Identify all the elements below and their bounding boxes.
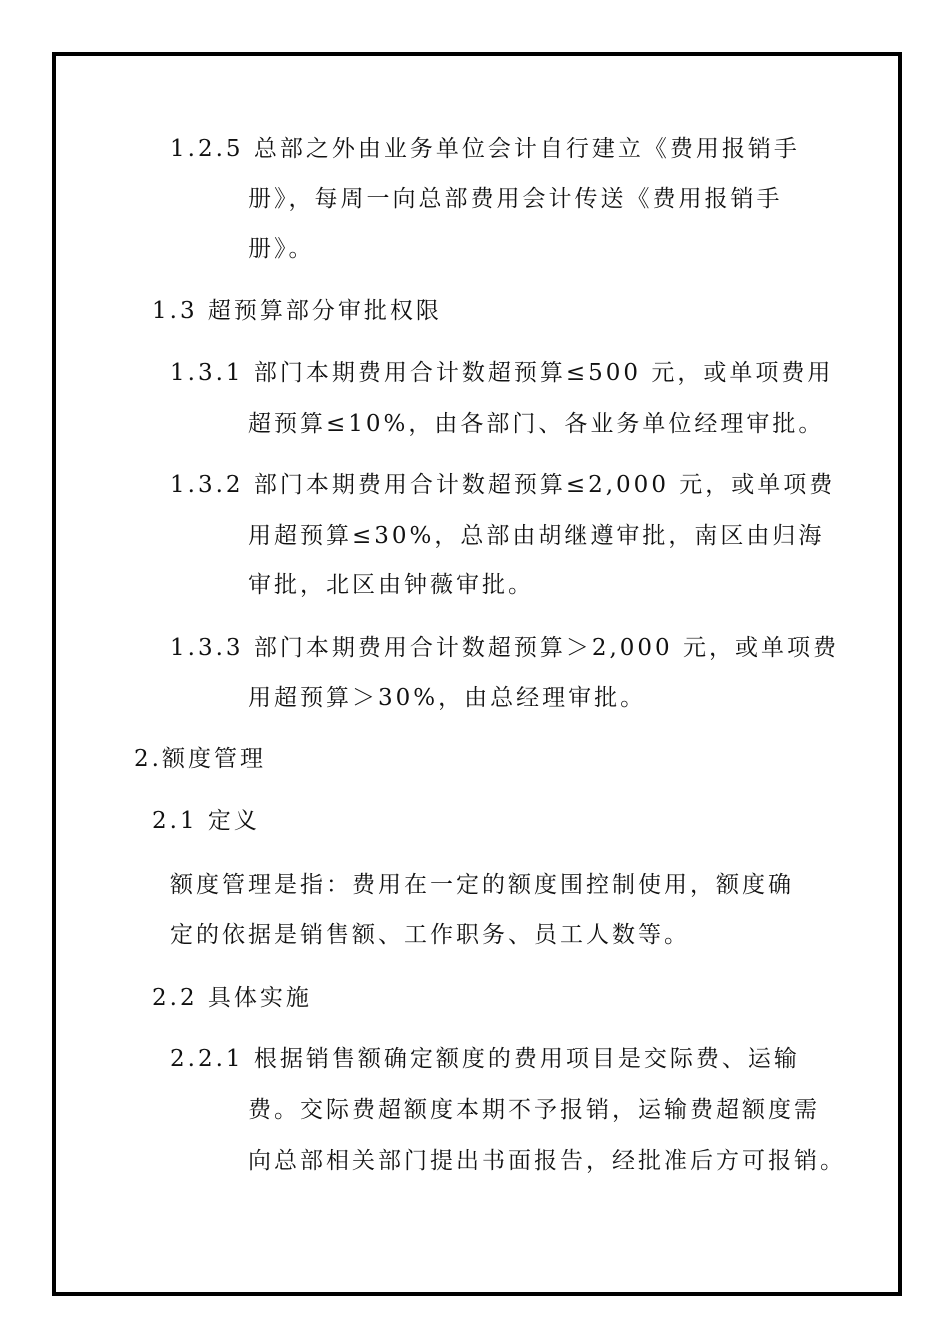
- text-line: 定的依据是销售额、工作职务、员工人数等。: [170, 922, 690, 948]
- section-heading: 2.额度管理: [134, 746, 266, 772]
- section-heading: 1.3 超预算部分审批权限: [152, 298, 442, 324]
- text-line: 审批，北区由钟薇审批。: [248, 572, 534, 598]
- text-line: 1.3.2 部门本期费用合计数超预算≤2,000 元，或单项费: [170, 472, 836, 498]
- text-line: 用超预算≤30%，总部由胡继遵审批，南区由归海: [248, 523, 825, 549]
- text-line: 额度管理是指：费用在一定的额度围控制使用，额度确: [170, 872, 794, 898]
- text-line: 1.3.1 部门本期费用合计数超预算≤500 元，或单项费用: [170, 360, 834, 386]
- text-line: 1.3.3 部门本期费用合计数超预算＞2,000 元，或单项费: [170, 635, 839, 661]
- section-heading: 2.2 具体实施: [152, 985, 312, 1011]
- text-line: 向总部相关部门提出书面报告，经批准后方可报销。: [248, 1148, 846, 1174]
- text-line: 用超预算＞30%，由总经理审批。: [248, 685, 647, 711]
- section-heading: 2.1 定义: [152, 808, 260, 834]
- text-line: 1.2.5 总部之外由业务单位会计自行建立《费用报销手: [170, 136, 800, 162]
- text-line: 2.2.1 根据销售额确定额度的费用项目是交际费、运输: [170, 1046, 800, 1072]
- text-line: 费。交际费超额度本期不予报销，运输费超额度需: [248, 1097, 820, 1123]
- text-line: 超预算≤10%，由各部门、各业务单位经理审批。: [248, 411, 825, 437]
- text-line: 册》。: [248, 236, 315, 262]
- text-line: 册》，每周一向总部费用会计传送《费用报销手: [248, 186, 783, 212]
